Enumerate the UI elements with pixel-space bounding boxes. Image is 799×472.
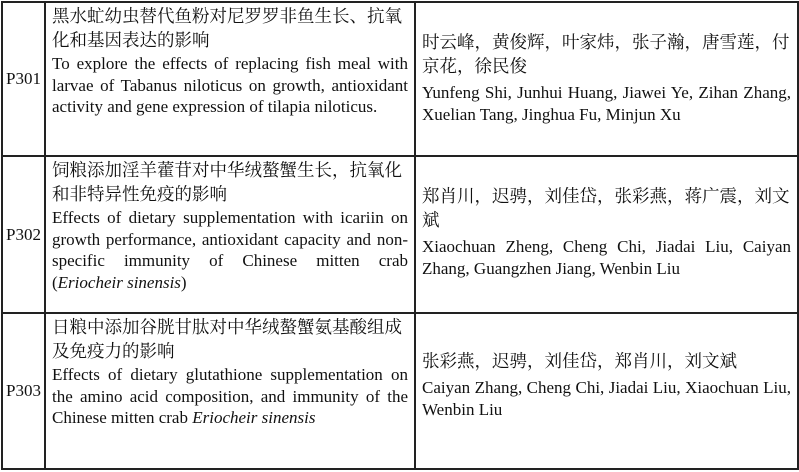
table-row xyxy=(2,2,798,156)
table-row xyxy=(2,313,798,469)
authors-english: Yunfeng Shi, Junhui Huang, Jiawei Ye, Zihan Zhang, Xuelian Tang, Jinghua Fu, Minjun Xu xyxy=(422,83,791,124)
entry-id: P302 xyxy=(2,156,45,313)
title-english: To explore the effects of replacing fish meal with larvae of Tabanus niloticus on growth, antioxidant activity and gene expression of tilapia niloticus. xyxy=(52,54,408,116)
title-cell xyxy=(45,156,415,313)
title-english: Effects of dietary supplementation with icariin on growth performance, antioxidant capacity and non-specific immunity of Chinese mitten crab (Eriocheir sinensis) xyxy=(52,208,408,292)
authors-chinese: 张彩燕，迟骋，刘佳岱，郑肖川，刘文斌 xyxy=(422,352,737,372)
authors-english: Caiyan Zhang, Cheng Chi, Jiadai Liu, Xiaochuan Liu, Wenbin Liu xyxy=(422,378,791,419)
authors-cell xyxy=(415,156,798,313)
title-cell xyxy=(45,313,415,469)
authors-chinese: 郑肖川，迟骋，刘佳岱，张彩燕，蒋广震，刘文斌 xyxy=(422,187,790,231)
entry-id: P303 xyxy=(2,313,45,469)
abstract-table xyxy=(1,1,799,470)
authors-english: Xiaochuan Zheng, Cheng Chi, Jiadai Liu, Caiyan Zhang, Guangzhen Jiang, Wenbin Liu xyxy=(422,237,791,278)
species-name: Eriocheir sinensis xyxy=(57,272,181,292)
table-row xyxy=(2,156,798,313)
title-cell xyxy=(45,2,415,156)
authors-cell xyxy=(415,2,798,156)
authors-chinese: 时云峰，黄俊辉，叶家炜，张子瀚，唐雪莲，付京花，徐民俊 xyxy=(422,33,790,77)
entry-id: P301 xyxy=(2,2,45,156)
species-name: Eriocheir sinensis xyxy=(192,408,316,427)
title-chinese: 饲粮添加淫羊藿苷对中华绒螯蟹生长，抗氧化和非特异性免疫的影响 xyxy=(52,161,402,205)
title-chinese: 黑水虻幼虫替代鱼粉对尼罗罗非鱼生长、抗氧化和基因表达的影响 xyxy=(52,7,402,51)
title-chinese: 日粮中添加谷胱甘肽对中华绒螯蟹氨基酸组成及免疫力的影响 xyxy=(52,318,402,362)
title-english: Effects of dietary glutathione supplementation on the amino acid composition, and immunity of the Chinese mitten crab Eriocheir sinensis xyxy=(52,365,408,427)
authors-cell xyxy=(415,313,798,469)
